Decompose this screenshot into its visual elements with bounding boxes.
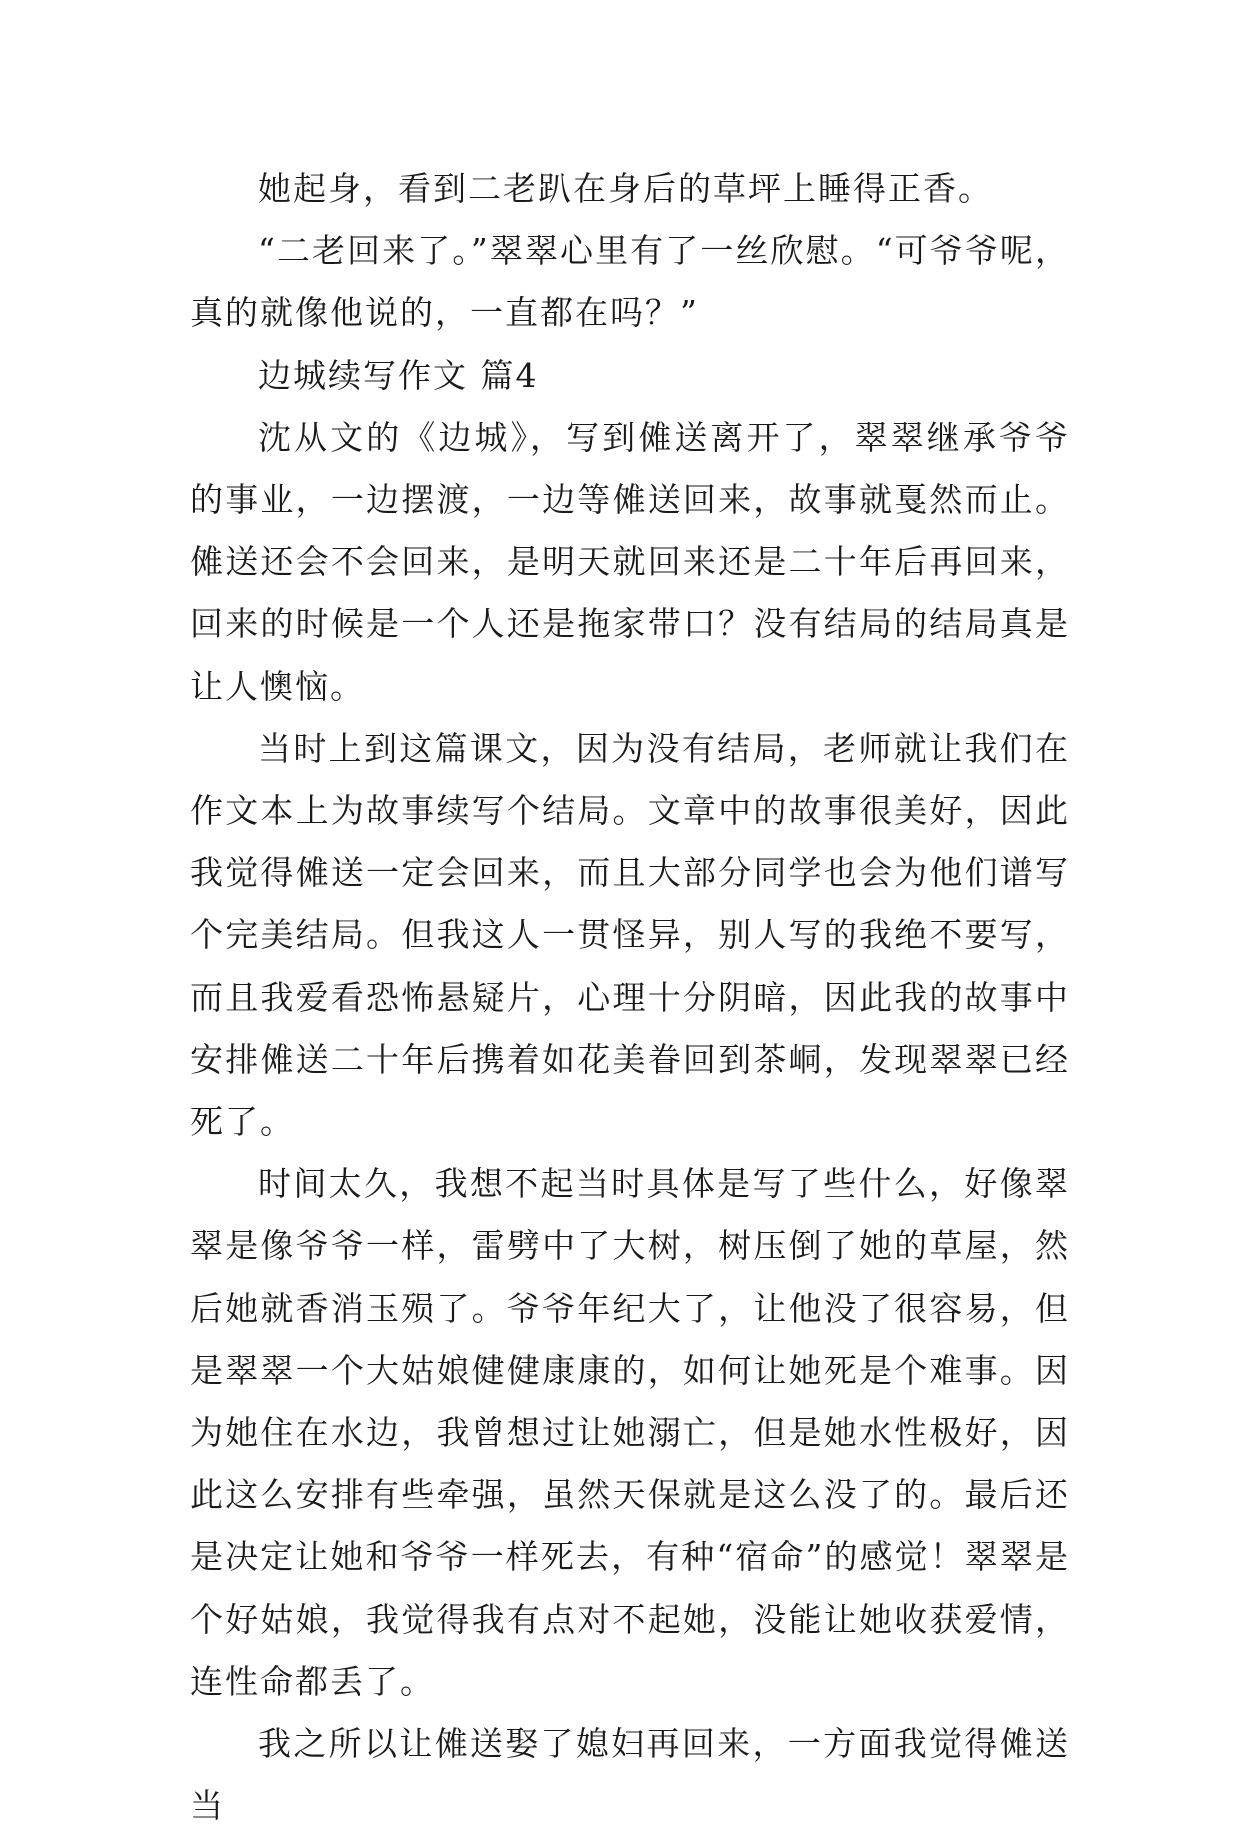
document-body <box>190 158 1070 1837</box>
paragraph: 沈从文的《边城》，写到傩送离开了，翠翠继承爷爷的事业，一边摆渡，一边等傩送回来，故事就戛然而止。傩送还会不会回来，是明天就回来还是二十年后再回来，回来的时候是一个人还是拖家带口？没有结局的结局真是让人懊恼。 <box>190 417 1070 706</box>
paragraph: 时间太久，我想不起当时具体是写了些什么，好像翠翠是像爷爷一样，雷劈中了大树，树压倒了她的草屋，然后她就香消玉殒了。爷爷年纪大了，让他没了很容易，但是翠翠一个大姑娘健健康康的，如何让她死是个难事。因为她住在水边，我曾想过让她溺亡，但是她水性极好，因此这么安排有些牵强，虽然天保就是这么没了的。最后还是决定让她和爷爷一样死去，有种“宿命”的感觉！翠翠是个好姑娘，我觉得我有点对不起她，没能让她收获爱情，连性命都丢了。 <box>190 1164 1070 1701</box>
paragraph: 当时上到这篇课文，因为没有结局，老师就让我们在作文本上为故事续写个结局。文章中的故事很美好，因此我觉得傩送一定会回来，而且大部分同学也会为他们谱写个完美结局。但我这人一贯怪异，别人写的我绝不要写，而且我爱看恐怖悬疑片，心理十分阴暗，因此我的故事中安排傩送二十年后携着如花美眷回到茶峒，发现翠翠已经死了。 <box>190 728 1070 1142</box>
paragraph: “二老回来了。”翠翠心里有了一丝欣慰。“可爷爷呢，真的就像他说的，一直都在吗？” <box>190 231 1070 333</box>
paragraph: 她起身，看到二老趴在身后的草坪上睡得正香。 <box>258 169 993 208</box>
paragraph: 我之所以让傩送娶了媳妇再回来，一方面我觉得傩送当 <box>190 1724 1070 1826</box>
section-heading: 边城续写作文 篇4 <box>258 355 539 395</box>
